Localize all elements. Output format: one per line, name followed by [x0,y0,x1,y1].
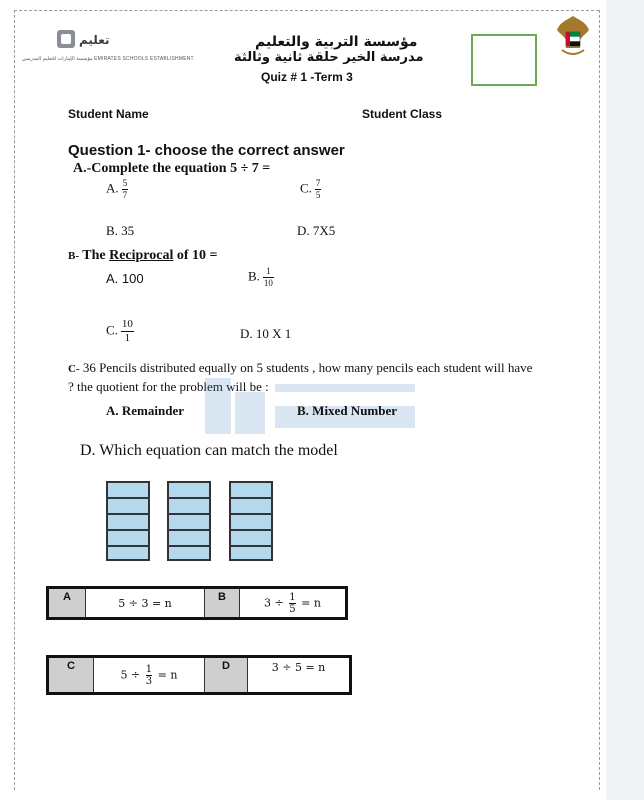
numerator: 1 [289,591,296,603]
fraction [146,664,152,687]
choice-a-equation[interactable]: 5 ÷ 3 = n [86,588,205,619]
part-a-option-c[interactable] [300,178,321,201]
choice-a-key[interactable]: A [48,588,86,619]
logo-wordmark: تعليم [79,33,110,47]
arabic-org-name: مؤسسة التربية والتعليم [255,34,418,50]
part-d-prompt: D. Which equation can match the model [80,442,338,459]
part-b-option-a[interactable]: A. 100 [106,271,144,286]
part-a-option-b[interactable]: B. 35 [106,223,135,238]
choice-c-key[interactable]: C [48,657,94,694]
fraction [289,592,295,615]
answer-table-ab [46,586,348,620]
choice-b-key[interactable]: B [205,588,240,619]
equation-part: 5 ÷ [120,668,144,681]
page-border-right [599,10,600,790]
question-1-title: Question 1- choose the correct answer [68,142,345,159]
equation-part: 3 ÷ [264,596,288,609]
part-a-prompt: A.-Complete the equation 5 ÷ 7 = [73,161,271,176]
numerator: 1 [145,663,153,675]
quiz-title: Quiz # 1 -Term 3 [261,70,353,84]
page-border-top [14,10,599,11]
choice-d-key[interactable]: D [205,657,248,694]
part-b-prefix: B- [68,250,79,262]
part-b-option-d[interactable]: D. 10 X 1 [240,326,292,341]
page-margin-strip [606,0,644,800]
numerator: 1 [263,266,274,278]
part-a-option-a[interactable] [106,178,128,201]
fraction [122,178,129,201]
equation-part: = n [297,596,321,609]
denominator: 5 [289,603,296,615]
part-b-option-b[interactable] [248,266,274,289]
choice-d-equation[interactable]: 3 ÷ 5 = n [248,657,351,694]
fraction [263,266,274,289]
fraction [121,318,134,345]
choice-c-equation[interactable] [94,657,205,694]
part-b-option-c[interactable] [106,318,134,345]
arabic-school-name: مدرسة الخير حلقة ثانية وثالثة [234,50,424,65]
taaleem-logo-icon [55,24,115,60]
denominator: 5 [315,190,321,200]
student-name-label: Student Name [68,107,149,121]
option-label: C. [106,322,118,338]
part-b-prompt [68,248,218,264]
model-bar-2 [167,481,211,561]
part-a-option-d[interactable]: D. 7X5 [297,223,336,238]
uae-emblem-icon [554,14,592,60]
student-class-label: Student Class [362,107,443,121]
equation-part: = n [154,668,178,681]
numerator: 7 [315,178,321,188]
option-label: A. [106,180,119,196]
part-c-option-a[interactable]: A. Remainder [106,403,184,418]
part-c-option-b[interactable]: B. Mixed Number [297,403,398,418]
part-b-text: The [79,248,110,263]
logo-caption: مؤسسة الإمارات للتعليم المدرسي EMIRATES SCHOOLS ESTABLISHMENT [22,56,194,62]
choice-b-equation[interactable] [240,588,347,619]
denominator: 7 [122,190,128,200]
numerator: 5 [122,178,128,188]
grade-box [471,34,537,86]
fraction [315,178,322,201]
model-bar-3 [229,481,273,561]
denominator: 3 [145,675,153,687]
denominator: 10 [263,278,273,288]
option-label: C. [300,180,312,196]
numerator: 10 [121,318,133,330]
reciprocal-term: Reciprocal [109,248,174,263]
part-c-prefix: C- [68,363,80,375]
option-label: B. [248,268,260,284]
part-c-text: 36 Pencils distributed equally on 5 students , how many pencils each student will have ? the quotient for the problem will be : [68,360,533,394]
page-border-left [14,10,15,790]
denominator: 1 [124,332,131,344]
answer-table-cd [46,655,352,695]
part-b-text-end: of 10 = [173,248,218,263]
model-bar-1 [106,481,150,561]
